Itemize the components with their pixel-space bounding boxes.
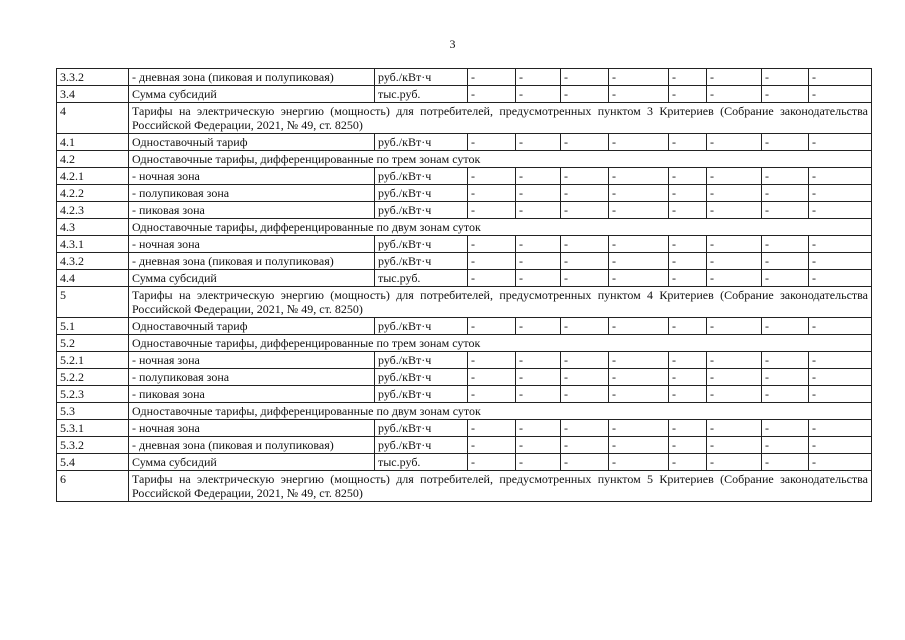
unit: руб./кВт·ч [375,168,468,185]
value-cell: - [468,236,516,253]
row-number: 4.4 [57,270,129,287]
value-cell: - [669,369,707,386]
value-cell: - [809,253,872,270]
row-number: 5 [57,287,129,318]
value-cell: - [516,236,561,253]
value-cell: - [609,253,669,270]
row-number: 4 [57,103,129,134]
section-title: Тарифы на электрическую энергию (мощность) для потребителей, предусмотренных пунктом 5 Критериев (Собрание законодательства Российской Федерации, 2021, № 49, ст. 8250) [129,471,872,502]
row-number: 5.2 [57,335,129,352]
value-cell: - [561,437,609,454]
value-cell: - [669,202,707,219]
section-title: Одноставочные тарифы, дифференцированные по трем зонам суток [129,151,872,168]
value-cell: - [762,185,809,202]
value-cell: - [809,185,872,202]
row-number: 4.2.2 [57,185,129,202]
value-cell: - [516,270,561,287]
value-cell: - [561,454,609,471]
unit: тыс.руб. [375,454,468,471]
value-cell: - [468,86,516,103]
table-row [57,454,872,471]
value-cell: - [468,202,516,219]
value-cell: - [516,69,561,86]
value-cell: - [762,236,809,253]
value-cell: - [561,386,609,403]
value-cell: - [609,437,669,454]
value-cell: - [809,168,872,185]
unit: руб./кВт·ч [375,352,468,369]
value-cell: - [516,202,561,219]
table-row [57,168,872,185]
value-cell: - [516,185,561,202]
value-cell: - [669,386,707,403]
row-number: 5.2.1 [57,352,129,369]
value-cell: - [561,134,609,151]
indicator-name: Одноставочный тариф [129,318,375,335]
indicator-name: - пиковая зона [129,202,375,219]
value-cell: - [669,168,707,185]
value-cell: - [561,69,609,86]
unit: руб./кВт·ч [375,69,468,86]
unit: руб./кВт·ч [375,134,468,151]
indicator-name: - ночная зона [129,236,375,253]
value-cell: - [468,253,516,270]
section-title: Одноставочные тарифы, дифференцированные по трем зонам суток [129,335,872,352]
value-cell: - [669,454,707,471]
indicator-name: - дневная зона (пиковая и полупиковая) [129,437,375,454]
value-cell: - [762,386,809,403]
row-number: 5.2.3 [57,386,129,403]
value-cell: - [516,253,561,270]
value-cell: - [669,185,707,202]
value-cell: - [468,437,516,454]
row-number: 5.3 [57,403,129,420]
value-cell: - [762,420,809,437]
value-cell: - [561,352,609,369]
value-cell: - [762,202,809,219]
value-cell: - [809,69,872,86]
unit: руб./кВт·ч [375,253,468,270]
unit: тыс.руб. [375,270,468,287]
value-cell: - [707,134,762,151]
value-cell: - [707,168,762,185]
row-number: 3.3.2 [57,69,129,86]
value-cell: - [516,168,561,185]
value-cell: - [762,86,809,103]
unit: руб./кВт·ч [375,236,468,253]
value-cell: - [468,134,516,151]
value-cell: - [609,369,669,386]
value-cell: - [516,369,561,386]
unit: руб./кВт·ч [375,437,468,454]
table-row [57,318,872,335]
value-cell: - [561,185,609,202]
value-cell: - [669,420,707,437]
value-cell: - [762,134,809,151]
value-cell: - [809,386,872,403]
value-cell: - [809,369,872,386]
indicator-name: - ночная зона [129,352,375,369]
value-cell: - [609,270,669,287]
value-cell: - [609,185,669,202]
value-cell: - [561,270,609,287]
value-cell: - [609,134,669,151]
row-number: 4.2.1 [57,168,129,185]
value-cell: - [707,386,762,403]
indicator-name: - полупиковая зона [129,369,375,386]
value-cell: - [669,318,707,335]
value-cell: - [669,86,707,103]
value-cell: - [516,134,561,151]
section-row [57,471,872,502]
value-cell: - [669,352,707,369]
value-cell: - [609,202,669,219]
value-cell: - [609,318,669,335]
section-title: Тарифы на электрическую энергию (мощность) для потребителей, предусмотренных пунктом 3 Критериев (Собрание законодательства Российской Федерации, 2021, № 49, ст. 8250) [129,103,872,134]
value-cell: - [516,86,561,103]
unit: руб./кВт·ч [375,202,468,219]
value-cell: - [561,420,609,437]
value-cell: - [561,168,609,185]
value-cell: - [669,270,707,287]
row-number: 6 [57,471,129,502]
row-number: 4.3.1 [57,236,129,253]
indicator-name: Одноставочный тариф [129,134,375,151]
value-cell: - [809,86,872,103]
value-cell: - [468,352,516,369]
table-row [57,202,872,219]
value-cell: - [468,69,516,86]
value-cell: - [762,437,809,454]
value-cell: - [762,69,809,86]
value-cell: - [669,253,707,270]
section-row [57,403,872,420]
table-row [57,185,872,202]
value-cell: - [561,318,609,335]
value-cell: - [516,318,561,335]
value-cell: - [762,270,809,287]
table-body [57,69,872,502]
section-title: Одноставочные тарифы, дифференцированные по двум зонам суток [129,403,872,420]
value-cell: - [468,270,516,287]
section-row [57,335,872,352]
unit: руб./кВт·ч [375,185,468,202]
value-cell: - [707,318,762,335]
indicator-name: - полупиковая зона [129,185,375,202]
section-title: Одноставочные тарифы, дифференцированные по двум зонам суток [129,219,872,236]
table-row [57,134,872,151]
row-number: 5.3.2 [57,437,129,454]
indicator-name: Сумма субсидий [129,454,375,471]
section-row [57,219,872,236]
table-row [57,420,872,437]
table-row [57,270,872,287]
row-number: 5.1 [57,318,129,335]
value-cell: - [762,318,809,335]
row-number: 4.2.3 [57,202,129,219]
page-number: 3 [449,37,456,51]
value-cell: - [809,236,872,253]
value-cell: - [609,86,669,103]
value-cell: - [561,202,609,219]
value-cell: - [516,437,561,454]
value-cell: - [762,253,809,270]
value-cell: - [809,352,872,369]
value-cell: - [707,202,762,219]
tariff-table [56,68,872,502]
value-cell: - [669,437,707,454]
value-cell: - [516,454,561,471]
row-number: 5.2.2 [57,369,129,386]
value-cell: - [468,185,516,202]
section-row [57,287,872,318]
row-number: 5.4 [57,454,129,471]
value-cell: - [561,253,609,270]
value-cell: - [669,69,707,86]
indicator-name: - дневная зона (пиковая и полупиковая) [129,253,375,270]
value-cell: - [468,168,516,185]
value-cell: - [609,454,669,471]
table-row [57,386,872,403]
value-cell: - [707,86,762,103]
value-cell: - [609,420,669,437]
value-cell: - [707,437,762,454]
section-row [57,103,872,134]
indicator-name: Сумма субсидий [129,86,375,103]
value-cell: - [468,386,516,403]
value-cell: - [516,352,561,369]
value-cell: - [762,369,809,386]
value-cell: - [468,420,516,437]
indicator-name: Сумма субсидий [129,270,375,287]
value-cell: - [809,318,872,335]
table-row [57,69,872,86]
row-number: 3.4 [57,86,129,103]
indicator-name: - ночная зона [129,168,375,185]
value-cell: - [762,454,809,471]
section-row [57,151,872,168]
unit: руб./кВт·ч [375,386,468,403]
value-cell: - [669,236,707,253]
value-cell: - [809,454,872,471]
value-cell: - [809,270,872,287]
value-cell: - [561,236,609,253]
table-row [57,236,872,253]
value-cell: - [468,369,516,386]
value-cell: - [809,202,872,219]
value-cell: - [609,168,669,185]
indicator-name: - пиковая зона [129,386,375,403]
value-cell: - [561,86,609,103]
row-number: 4.1 [57,134,129,151]
unit: руб./кВт·ч [375,420,468,437]
value-cell: - [707,352,762,369]
value-cell: - [609,69,669,86]
value-cell: - [516,420,561,437]
value-cell: - [516,386,561,403]
value-cell: - [707,420,762,437]
value-cell: - [707,236,762,253]
value-cell: - [707,185,762,202]
value-cell: - [609,386,669,403]
table-row [57,86,872,103]
value-cell: - [609,352,669,369]
indicator-name: - дневная зона (пиковая и полупиковая) [129,69,375,86]
value-cell: - [809,134,872,151]
row-number: 4.3 [57,219,129,236]
value-cell: - [707,369,762,386]
value-cell: - [468,454,516,471]
row-number: 4.2 [57,151,129,168]
value-cell: - [609,236,669,253]
value-cell: - [762,352,809,369]
value-cell: - [762,168,809,185]
table-row [57,437,872,454]
indicator-name: - ночная зона [129,420,375,437]
value-cell: - [707,454,762,471]
value-cell: - [561,369,609,386]
value-cell: - [669,134,707,151]
value-cell: - [707,69,762,86]
unit: руб./кВт·ч [375,318,468,335]
row-number: 5.3.1 [57,420,129,437]
value-cell: - [707,270,762,287]
row-number: 4.3.2 [57,253,129,270]
value-cell: - [809,437,872,454]
unit: руб./кВт·ч [375,369,468,386]
value-cell: - [809,420,872,437]
value-cell: - [468,318,516,335]
section-title: Тарифы на электрическую энергию (мощность) для потребителей, предусмотренных пунктом 4 Критериев (Собрание законодательства Российской Федерации, 2021, № 49, ст. 8250) [129,287,872,318]
table-row [57,369,872,386]
table-row [57,253,872,270]
unit: тыс.руб. [375,86,468,103]
value-cell: - [707,253,762,270]
table-row [57,352,872,369]
